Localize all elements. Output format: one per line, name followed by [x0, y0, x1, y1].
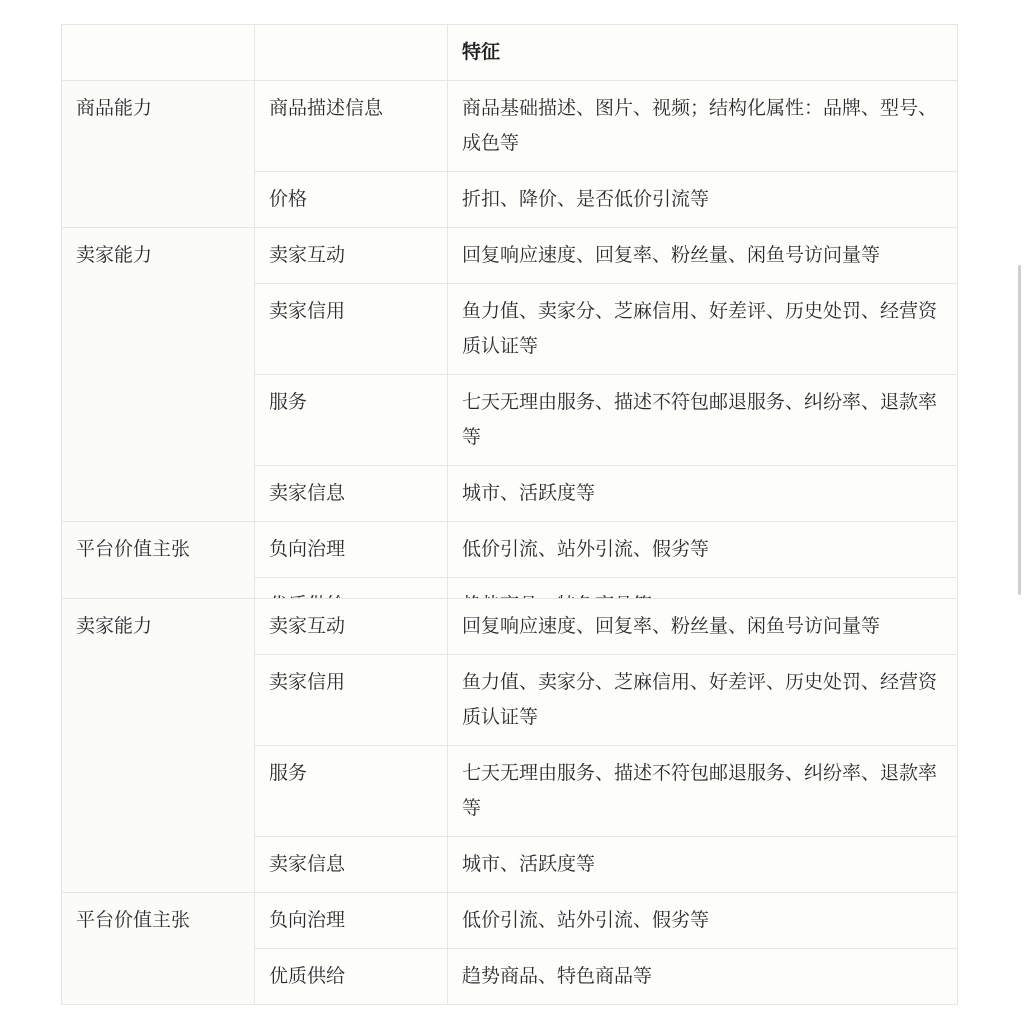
category-cell: 卖家能力	[62, 599, 255, 893]
category-cell: 平台价值主张	[62, 893, 255, 1005]
table-row	[62, 893, 958, 949]
subcategory-cell: 卖家信息	[255, 466, 448, 522]
feature-cell: 七天无理由服务、描述不符包邮退服务、纠纷率、退款率等	[448, 375, 958, 466]
feature-cell: 低价引流、站外引流、假劣等	[448, 522, 958, 578]
subcategory-cell: 卖家信息	[255, 837, 448, 893]
feature-table-repeat	[61, 598, 958, 1005]
subcategory-cell: 卖家互动	[255, 228, 448, 284]
feature-cell: 趋势商品、特色商品等	[448, 949, 958, 1005]
subcategory-cell: 商品描述信息	[255, 81, 448, 172]
category-cell: 卖家能力	[62, 228, 255, 522]
feature-cell: 鱼力值、卖家分、芝麻信用、好差评、历史处罚、经营资质认证等	[448, 655, 958, 746]
subcategory-cell: 卖家互动	[255, 599, 448, 655]
subcategory-cell: 负向治理	[255, 522, 448, 578]
subcategory-cell: 服务	[255, 375, 448, 466]
feature-cell: 低价引流、站外引流、假劣等	[448, 893, 958, 949]
vertical-scrollbar[interactable]	[1018, 265, 1021, 595]
table-row	[62, 81, 958, 172]
header-cell-category	[62, 25, 255, 81]
subcategory-cell: 价格	[255, 172, 448, 228]
subcategory-cell: 优质供给	[255, 949, 448, 1005]
header-cell-feature: 特征	[448, 25, 958, 81]
feature-cell: 城市、活跃度等	[448, 837, 958, 893]
subcategory-cell: 服务	[255, 746, 448, 837]
subcategory-cell: 卖家信用	[255, 655, 448, 746]
feature-cell: 城市、活跃度等	[448, 466, 958, 522]
feature-cell: 七天无理由服务、描述不符包邮退服务、纠纷率、退款率等	[448, 746, 958, 837]
subcategory-cell: 卖家信用	[255, 284, 448, 375]
feature-cell: 商品基础描述、图片、视频；结构化属性：品牌、型号、成色等	[448, 81, 958, 172]
table-header-row	[62, 25, 958, 81]
table-row	[62, 228, 958, 284]
category-cell: 商品能力	[62, 81, 255, 228]
table-row	[62, 522, 958, 578]
feature-table	[61, 24, 958, 634]
category-cell: 平台价值主张	[62, 522, 255, 634]
feature-cell: 折扣、降价、是否低价引流等	[448, 172, 958, 228]
feature-cell: 回复响应速度、回复率、粉丝量、闲鱼号访问量等	[448, 228, 958, 284]
feature-cell: 回复响应速度、回复率、粉丝量、闲鱼号访问量等	[448, 599, 958, 655]
subcategory-cell: 负向治理	[255, 893, 448, 949]
table-row	[62, 599, 958, 655]
header-cell-subcategory	[255, 25, 448, 81]
feature-cell: 鱼力值、卖家分、芝麻信用、好差评、历史处罚、经营资质认证等	[448, 284, 958, 375]
